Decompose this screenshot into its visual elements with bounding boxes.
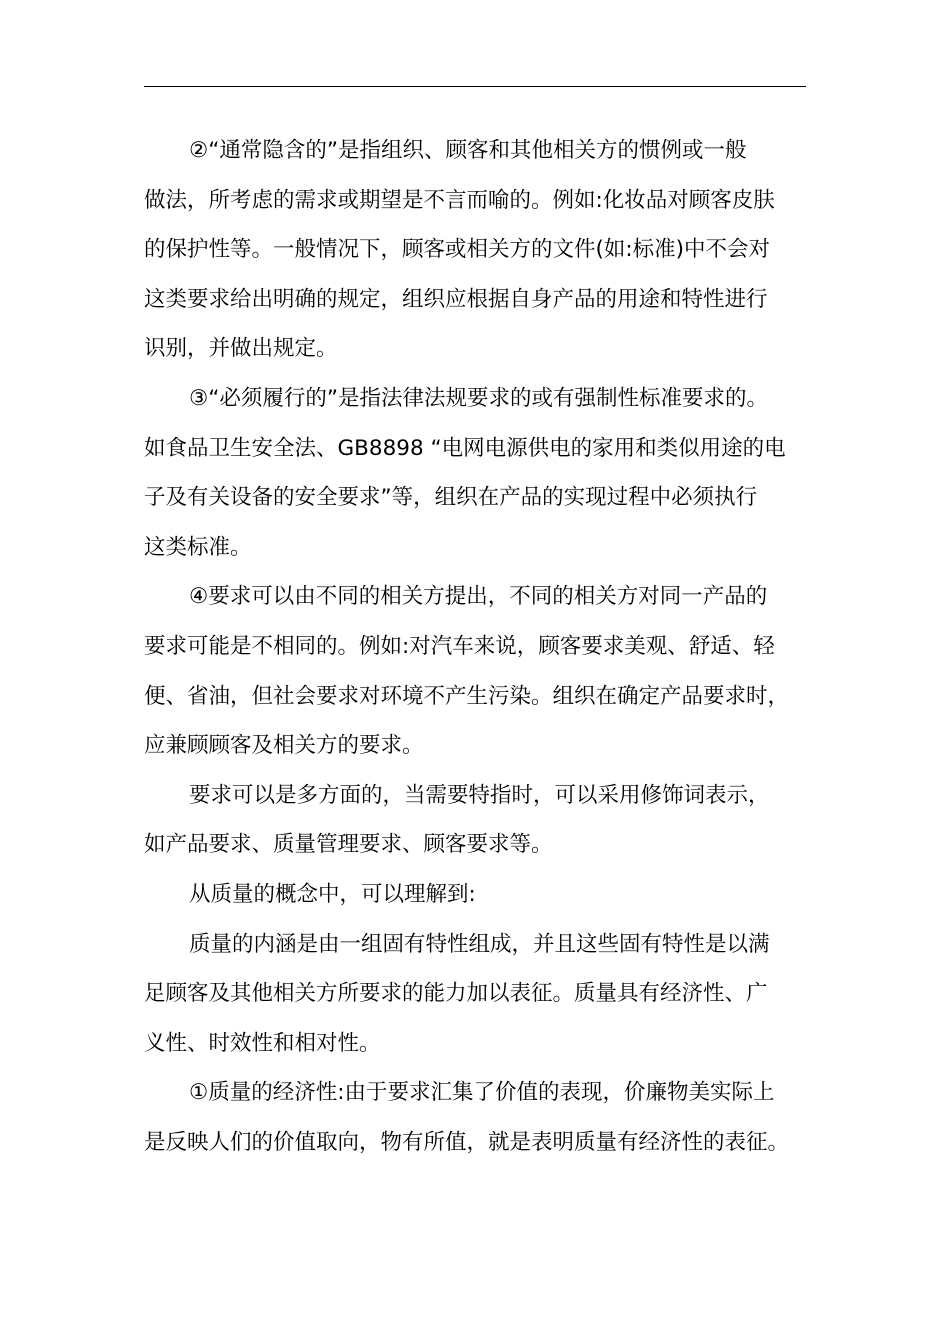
text-line: 从质量的概念中，可以理解到: — [189, 881, 476, 907]
paragraph-quality-connotation — [144, 920, 824, 1069]
text-line: 是反映人们的价值取向，物有所值，就是表明质量有经济性的表征。 — [144, 1129, 790, 1155]
document-body — [144, 126, 824, 1167]
paragraph-quality-economy — [144, 1068, 824, 1167]
text-line: ③“必须履行的”是指法律法规要求的或有强制性标准要求的。 — [189, 385, 769, 411]
text-line: 这类标准。 — [144, 534, 252, 560]
text-line: 义性、时效性和相对性。 — [144, 1030, 381, 1056]
paragraph-interested-parties — [144, 572, 824, 770]
text-line: 应兼顾顾客及相关方的要求。 — [144, 733, 424, 759]
header-rule — [144, 86, 806, 87]
text-line: 足顾客及其他相关方所要求的能力加以表征。质量具有经济性、广 — [144, 981, 768, 1007]
text-line: ④要求可以由不同的相关方提出，不同的相关方对同一产品的 — [189, 584, 768, 610]
text-line: 如食品卫生安全法、GB8898 “电网电源供电的家用和类似用途的电 — [144, 435, 786, 461]
paragraph-mandatory-requirements — [144, 374, 824, 572]
paragraph-implied-requirements — [144, 126, 824, 374]
text-line: ①质量的经济性:由于要求汇集了价值的表现，价廉物美实际上 — [189, 1080, 775, 1106]
text-line: 这类要求给出明确的规定，组织应根据自身产品的用途和特性进行 — [144, 286, 768, 312]
text-line: 要求可能是不相同的。例如:对汽车来说，顾客要求美观、舒适、轻 — [144, 633, 775, 659]
text-line: 便、省油，但社会要求对环境不产生污染。组织在确定产品要求时， — [144, 683, 790, 709]
text-line: 要求可以是多方面的，当需要特指时，可以采用修饰词表示， — [189, 782, 770, 808]
text-line: ②“通常隐含的”是指组织、顾客和其他相关方的惯例或一般 — [189, 138, 747, 163]
text-line: 质量的内涵是由一组固有特性组成，并且这些固有特性是以满 — [189, 931, 770, 957]
text-line: 如产品要求、质量管理要求、顾客要求等。 — [144, 832, 553, 858]
text-line: 子及有关设备的安全要求”等，组织在产品的实现过程中必须执行 — [144, 485, 758, 511]
text-line: 识别，并做出规定。 — [144, 336, 338, 362]
paragraph-qualifiers — [144, 771, 824, 870]
paragraph-concept-intro — [144, 870, 824, 920]
text-line: 做法，所考虑的需求或期望是不言而喻的。例如:化妆品对顾客皮肤 — [144, 187, 775, 213]
text-line: 的保护性等。一般情况下，顾客或相关方的文件(如:标准)中不会对 — [144, 237, 771, 263]
